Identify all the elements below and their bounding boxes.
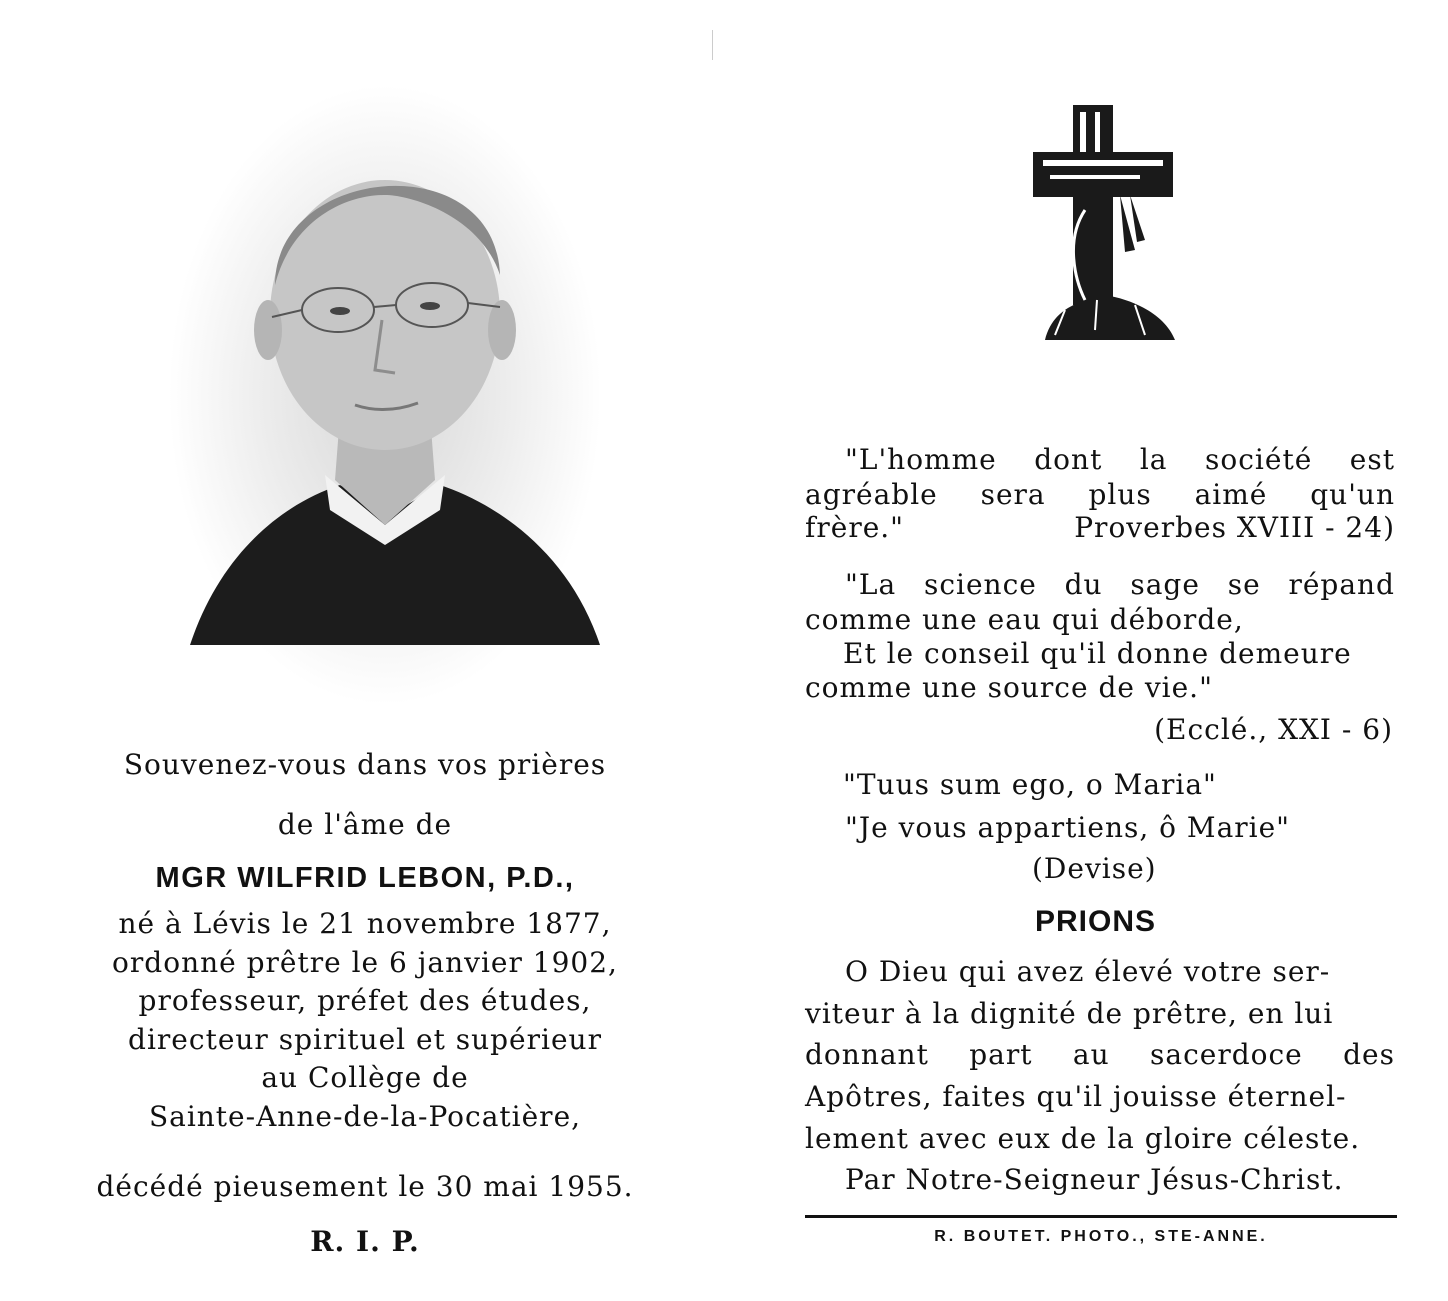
word: sage xyxy=(1130,568,1200,601)
bio-line: au Collège de xyxy=(261,1061,469,1094)
prayer-line-4 xyxy=(805,1080,1395,1113)
cross-icon xyxy=(1025,100,1180,344)
word: répand xyxy=(1288,568,1395,601)
word: sacerdoce xyxy=(1150,1038,1303,1071)
prayer-line-5 xyxy=(805,1122,1395,1155)
word: aimé xyxy=(1194,478,1268,511)
prayer-closing: Par Notre-Seigneur Jésus-Christ. xyxy=(845,1163,1344,1196)
prayer-text: O Dieu qui avez élevé votre ser- xyxy=(845,955,1331,988)
word: "La xyxy=(845,568,897,601)
quote2-line-4: comme une source de vie." xyxy=(805,671,1213,704)
word: science xyxy=(923,568,1037,601)
prayer-text: lement avec eux de la gloire céleste. xyxy=(805,1122,1361,1155)
motto-latin: "Tuus sum ego, o Maria" xyxy=(843,768,1217,801)
prayer-text: viteur à la dignité de prêtre, en lui xyxy=(805,997,1334,1030)
motto-french: "Je vous appartiens, ô Marie" xyxy=(845,811,1291,844)
ecclesiastes-reference: (Ecclé., XXI - 6) xyxy=(1154,713,1393,746)
quote2-line-3: Et le conseil qu'il donne demeure xyxy=(843,637,1352,670)
photo-credit: R. BOUTET. PHOTO., STE-ANNE. xyxy=(934,1228,1268,1245)
proverbs-reference: Proverbes XVIII - 24) xyxy=(1074,511,1395,544)
word: du xyxy=(1064,568,1103,601)
bio-line: professeur, préfet des études, xyxy=(138,984,592,1017)
quote2-line-1 xyxy=(805,568,1395,601)
word: qu'un xyxy=(1310,478,1395,511)
word: société xyxy=(1205,443,1313,476)
prayer-line-3 xyxy=(805,1038,1395,1071)
word: est xyxy=(1349,443,1395,476)
rip: R. I. P. xyxy=(310,1225,420,1258)
quote1-line-3 xyxy=(805,511,1395,544)
divider-rule xyxy=(805,1215,1397,1218)
prayer-line-2 xyxy=(805,997,1395,1030)
remember-line-1: Souvenez-vous dans vos prières xyxy=(123,748,607,781)
word: agréable xyxy=(805,478,938,511)
quote1-line-2 xyxy=(805,478,1395,511)
word: part xyxy=(969,1038,1033,1071)
prayer-line-1 xyxy=(805,955,1395,988)
word: plus xyxy=(1088,478,1152,511)
word: donnant xyxy=(805,1038,929,1071)
word: dont xyxy=(1034,443,1103,476)
word: frère." xyxy=(805,511,905,544)
priest-portrait xyxy=(150,85,620,705)
word: au xyxy=(1072,1038,1110,1071)
biography xyxy=(50,905,680,1136)
word: se xyxy=(1227,568,1261,601)
prayer-title: PRIONS xyxy=(1035,905,1157,938)
deceased-name: MGR WILFRID LEBON, P.D., xyxy=(155,862,575,894)
remember-line-2: de l'âme de xyxy=(277,808,453,841)
word: sera xyxy=(980,478,1046,511)
left-panel xyxy=(0,0,718,1301)
motto-label: (Devise) xyxy=(1032,852,1157,885)
bio-line: directeur spirituel et supérieur xyxy=(128,1022,602,1056)
bio-line: ordonné prêtre le 6 janvier 1902, xyxy=(112,945,618,979)
quote2-line-2: comme une eau qui déborde, xyxy=(805,603,1244,636)
word: "L'homme xyxy=(845,443,997,476)
word: des xyxy=(1343,1038,1395,1071)
word: la xyxy=(1139,443,1168,476)
death-line: décédé pieusement le 30 mai 1955. xyxy=(96,1170,634,1203)
bio-line: Sainte-Anne-de-la-Pocatière, xyxy=(148,1099,582,1133)
bio-line: né à Lévis le 21 novembre 1877, xyxy=(118,907,612,940)
prayer-text: Apôtres, faites qu'il jouisse éternel- xyxy=(805,1080,1347,1113)
quote1-line-1 xyxy=(805,443,1395,476)
